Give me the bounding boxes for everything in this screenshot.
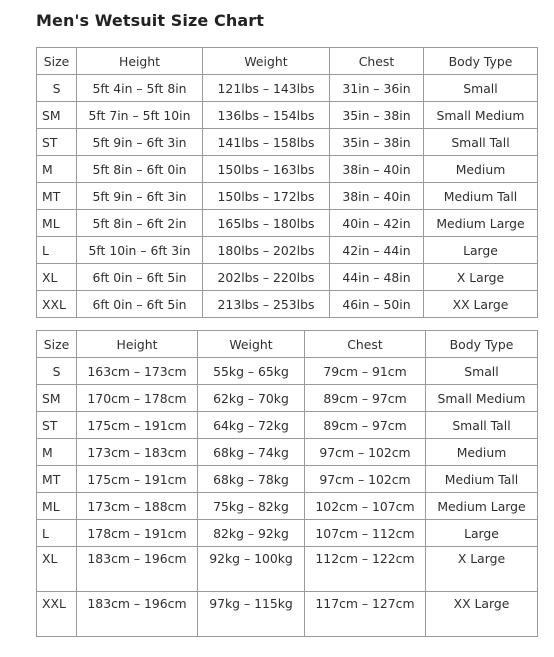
metric-cell-size: MT (37, 466, 77, 493)
imperial-cell-body-type: Medium Large (424, 210, 538, 237)
imperial-cell-weight: 121lbs – 143lbs (203, 75, 330, 102)
imperial-cell-chest: 40in – 42in (330, 210, 424, 237)
metric-table-body (37, 331, 538, 637)
metric-cell-height: 183cm – 196cm (77, 592, 198, 637)
imperial-cell-size: SM (37, 102, 77, 129)
metric-header-row (37, 331, 538, 358)
metric-cell-size: L (37, 520, 77, 547)
imperial-cell-height: 6ft 0in – 6ft 5in (77, 291, 203, 318)
imperial-cell-size: ST (37, 129, 77, 156)
metric-cell-chest: 117cm – 127cm (305, 592, 426, 637)
imperial-cell-height: 5ft 9in – 6ft 3in (77, 129, 203, 156)
imperial-cell-height: 5ft 4in – 5ft 8in (77, 75, 203, 102)
metric-cell-size: XL (37, 547, 77, 592)
imperial-header-height: Height (77, 48, 203, 75)
imperial-cell-chest: 38in – 40in (330, 183, 424, 210)
table-row (37, 520, 538, 547)
table-row (37, 129, 538, 156)
table-row (37, 592, 538, 637)
metric-header-weight: Weight (198, 331, 305, 358)
metric-cell-body-type: Medium Tall (426, 466, 538, 493)
metric-header-body-type: Body Type (426, 331, 538, 358)
metric-cell-chest: 97cm – 102cm (305, 466, 426, 493)
table-row (37, 291, 538, 318)
imperial-cell-size: M (37, 156, 77, 183)
imperial-header-body-type: Body Type (424, 48, 538, 75)
imperial-header-weight: Weight (203, 48, 330, 75)
imperial-cell-size: L (37, 237, 77, 264)
metric-cell-height: 170cm – 178cm (77, 385, 198, 412)
imperial-cell-body-type: Small Tall (424, 129, 538, 156)
metric-header-chest: Chest (305, 331, 426, 358)
metric-cell-chest: 102cm – 107cm (305, 493, 426, 520)
metric-cell-chest: 79cm – 91cm (305, 358, 426, 385)
imperial-cell-weight: 213lbs – 253lbs (203, 291, 330, 318)
table-row (37, 547, 538, 592)
metric-cell-size: XXL (37, 592, 77, 637)
metric-size-table (36, 330, 538, 637)
metric-cell-size: S (37, 358, 77, 385)
imperial-cell-body-type: Medium Tall (424, 183, 538, 210)
metric-cell-height: 175cm – 191cm (77, 412, 198, 439)
imperial-table-body (37, 48, 538, 318)
metric-cell-chest: 89cm – 97cm (305, 412, 426, 439)
imperial-cell-height: 5ft 9in – 6ft 3in (77, 183, 203, 210)
table-row (37, 156, 538, 183)
imperial-cell-chest: 38in – 40in (330, 156, 424, 183)
metric-cell-body-type: Large (426, 520, 538, 547)
metric-cell-height: 173cm – 183cm (77, 439, 198, 466)
metric-cell-chest: 89cm – 97cm (305, 385, 426, 412)
metric-cell-size: ST (37, 412, 77, 439)
imperial-cell-weight: 141lbs – 158lbs (203, 129, 330, 156)
metric-cell-body-type: Small Medium (426, 385, 538, 412)
table-row (37, 210, 538, 237)
imperial-size-table (36, 47, 538, 318)
metric-cell-weight: 92kg – 100kg (198, 547, 305, 592)
imperial-header-size: Size (37, 48, 77, 75)
metric-cell-weight: 68kg – 78kg (198, 466, 305, 493)
imperial-cell-chest: 46in – 50in (330, 291, 424, 318)
metric-header-height: Height (77, 331, 198, 358)
table-row (37, 358, 538, 385)
table-row (37, 264, 538, 291)
metric-cell-size: SM (37, 385, 77, 412)
metric-cell-body-type: Small (426, 358, 538, 385)
table-row (37, 183, 538, 210)
metric-cell-weight: 55kg – 65kg (198, 358, 305, 385)
imperial-cell-body-type: Medium (424, 156, 538, 183)
imperial-cell-chest: 44in – 48in (330, 264, 424, 291)
metric-cell-height: 178cm – 191cm (77, 520, 198, 547)
table-row (37, 385, 538, 412)
metric-cell-chest: 97cm – 102cm (305, 439, 426, 466)
metric-cell-height: 163cm – 173cm (77, 358, 198, 385)
table-row (37, 75, 538, 102)
imperial-cell-body-type: Small (424, 75, 538, 102)
table-row (37, 466, 538, 493)
metric-cell-body-type: X Large (426, 547, 538, 592)
metric-cell-chest: 112cm – 122cm (305, 547, 426, 592)
imperial-cell-size: ML (37, 210, 77, 237)
metric-cell-weight: 64kg – 72kg (198, 412, 305, 439)
imperial-cell-body-type: Small Medium (424, 102, 538, 129)
metric-cell-height: 183cm – 196cm (77, 547, 198, 592)
imperial-cell-size: XXL (37, 291, 77, 318)
metric-cell-body-type: XX Large (426, 592, 538, 637)
imperial-cell-height: 5ft 10in – 6ft 3in (77, 237, 203, 264)
table-row (37, 102, 538, 129)
imperial-cell-height: 5ft 8in – 6ft 2in (77, 210, 203, 237)
imperial-header-chest: Chest (330, 48, 424, 75)
table-row (37, 439, 538, 466)
imperial-cell-chest: 42in – 44in (330, 237, 424, 264)
imperial-cell-weight: 136lbs – 154lbs (203, 102, 330, 129)
metric-cell-weight: 68kg – 74kg (198, 439, 305, 466)
metric-cell-size: ML (37, 493, 77, 520)
metric-cell-body-type: Medium (426, 439, 538, 466)
table-row (37, 412, 538, 439)
imperial-cell-height: 5ft 7in – 5ft 10in (77, 102, 203, 129)
imperial-cell-size: MT (37, 183, 77, 210)
imperial-cell-chest: 35in – 38in (330, 129, 424, 156)
imperial-cell-height: 5ft 8in – 6ft 0in (77, 156, 203, 183)
table-row (37, 237, 538, 264)
metric-cell-chest: 107cm – 112cm (305, 520, 426, 547)
imperial-cell-weight: 180lbs – 202lbs (203, 237, 330, 264)
metric-header-size: Size (37, 331, 77, 358)
metric-cell-weight: 97kg – 115kg (198, 592, 305, 637)
metric-cell-weight: 82kg – 92kg (198, 520, 305, 547)
metric-cell-weight: 75kg – 82kg (198, 493, 305, 520)
metric-cell-size: M (37, 439, 77, 466)
imperial-cell-weight: 165lbs – 180lbs (203, 210, 330, 237)
imperial-cell-body-type: Large (424, 237, 538, 264)
imperial-cell-body-type: X Large (424, 264, 538, 291)
metric-cell-height: 173cm – 188cm (77, 493, 198, 520)
page-title: Men's Wetsuit Size Chart (36, 11, 264, 30)
imperial-cell-weight: 202lbs – 220lbs (203, 264, 330, 291)
metric-cell-body-type: Small Tall (426, 412, 538, 439)
imperial-cell-body-type: XX Large (424, 291, 538, 318)
imperial-cell-size: XL (37, 264, 77, 291)
metric-cell-weight: 62kg – 70kg (198, 385, 305, 412)
imperial-cell-chest: 35in – 38in (330, 102, 424, 129)
imperial-cell-weight: 150lbs – 172lbs (203, 183, 330, 210)
imperial-cell-size: S (37, 75, 77, 102)
table-row (37, 493, 538, 520)
imperial-cell-weight: 150lbs – 163lbs (203, 156, 330, 183)
imperial-cell-height: 6ft 0in – 6ft 5in (77, 264, 203, 291)
imperial-header-row (37, 48, 538, 75)
imperial-cell-chest: 31in – 36in (330, 75, 424, 102)
metric-cell-body-type: Medium Large (426, 493, 538, 520)
metric-cell-height: 175cm – 191cm (77, 466, 198, 493)
